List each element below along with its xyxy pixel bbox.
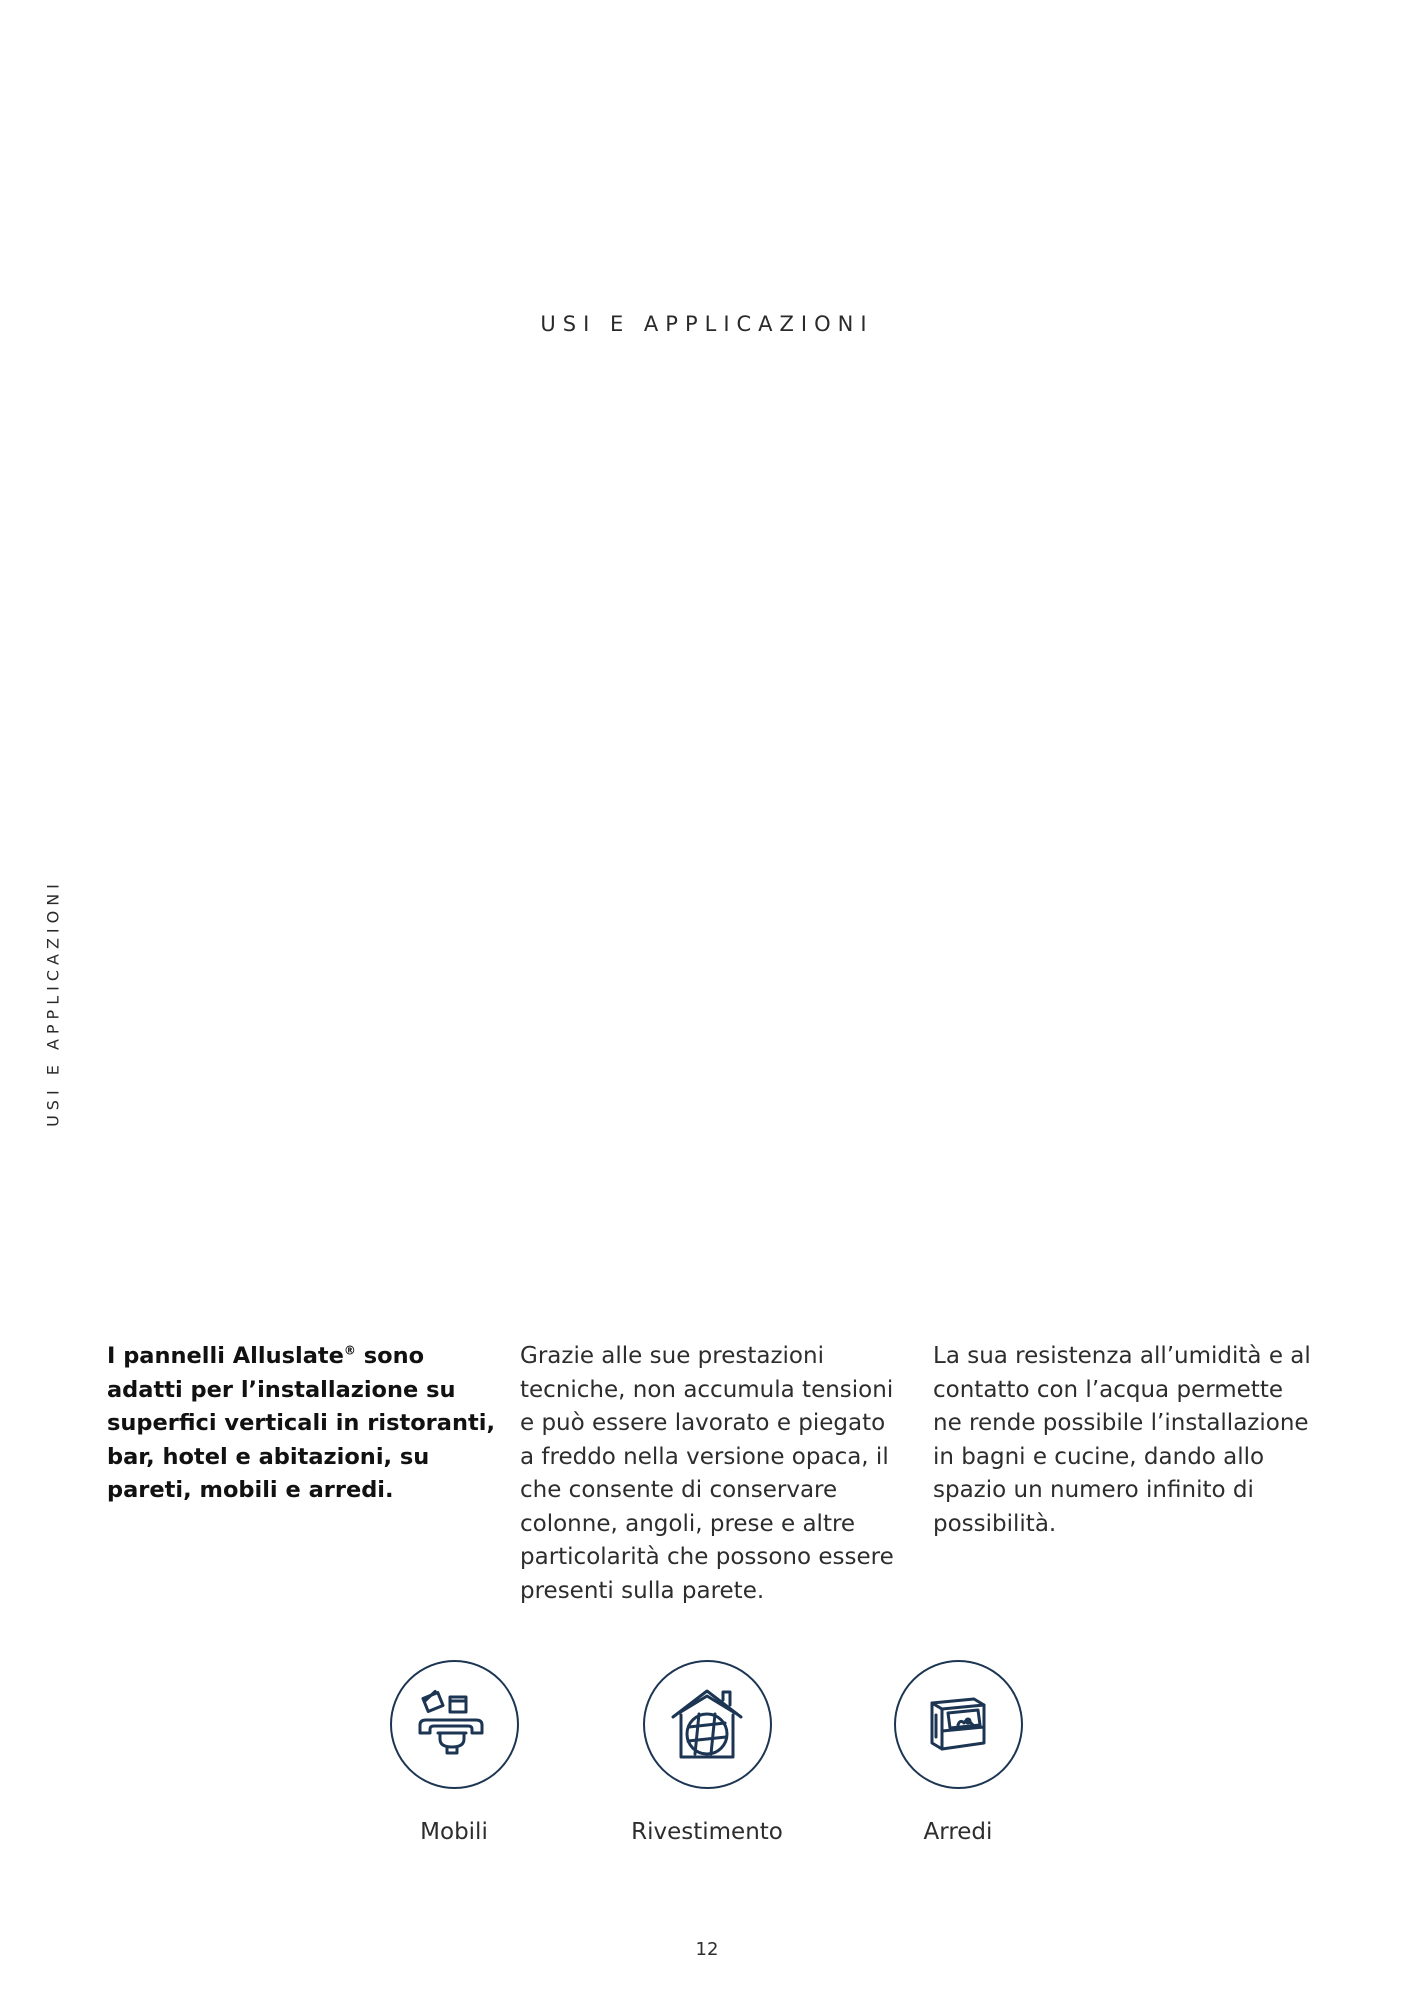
feature-label: Mobili (420, 1819, 488, 1845)
house-cladding-icon (665, 1683, 749, 1767)
display-cabinet-icon (918, 1685, 998, 1765)
page-number: 12 (695, 1939, 719, 1960)
furniture-icon (414, 1685, 494, 1765)
feature-label: Rivestimento (631, 1819, 783, 1845)
registered-mark: ® (343, 1343, 356, 1358)
page-title: USI E APPLICAZIONI (540, 312, 874, 336)
feature-arredi (858, 1660, 1058, 1845)
intro-paragraph (107, 1340, 497, 1508)
humidity-paragraph: La sua resistenza all’umidità e al contatto con l’acqua permette ne rende possibile l’installazione in bagni e cucine, dando allo spazio un numero infinito di possibilità. (933, 1343, 1311, 1537)
technical-paragraph: Grazie alle sue prestazioni tecniche, non accumula tensioni e può essere lavorato e piegato a freddo nella versione opaca, il che consente di conservare colonne, angoli, prese e altre particolarità che possono essere presenti sulla parete. (520, 1343, 894, 1604)
feature-circle (894, 1660, 1023, 1789)
feature-circle (643, 1660, 772, 1789)
feature-circle (390, 1660, 519, 1789)
intro-text-end: sono adatti per l’installazione su superfici verticali in ristoranti, bar, hotel e abitazioni, su pareti, mobili e arredi. (107, 1343, 495, 1503)
side-section-label: USI E APPLICAZIONI (43, 879, 63, 1127)
intro-text-start: I pannelli Alluslate (107, 1343, 344, 1369)
feature-label: Arredi (923, 1819, 993, 1845)
feature-rivestimento (607, 1660, 807, 1845)
feature-mobili (354, 1660, 554, 1845)
